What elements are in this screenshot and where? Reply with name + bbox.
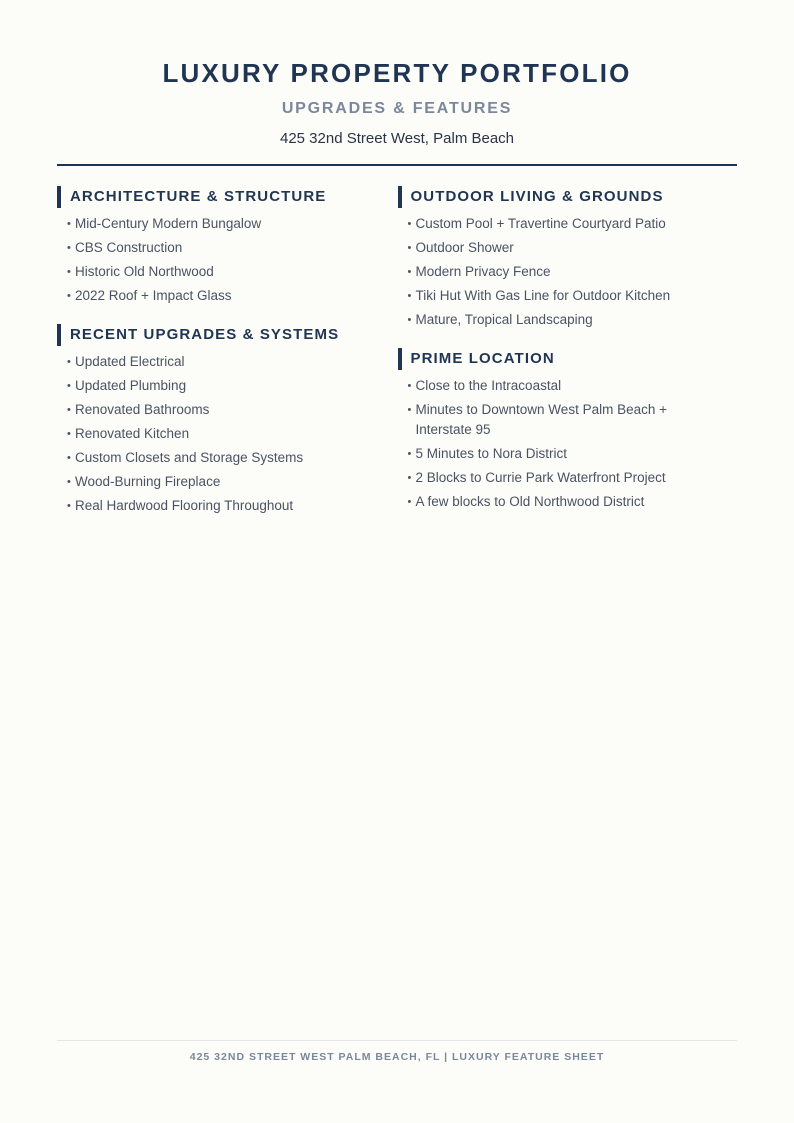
list-item-text: Updated Electrical bbox=[75, 354, 185, 369]
page-title: LUXURY PROPERTY PORTFOLIO bbox=[162, 58, 632, 88]
list-item bbox=[408, 286, 738, 306]
list-item-text: Historic Old Northwood bbox=[75, 264, 214, 279]
feature-sheet-page bbox=[57, 0, 737, 1123]
header-divider bbox=[57, 164, 737, 166]
list-item bbox=[408, 238, 738, 258]
bullet-icon: • bbox=[407, 290, 412, 302]
bullet-icon: • bbox=[407, 404, 412, 416]
bullet-icon: • bbox=[407, 448, 412, 460]
bullet-icon: • bbox=[407, 380, 412, 392]
section-title-architecture: ARCHITECTURE & STRUCTURE bbox=[57, 186, 397, 208]
bullet-icon: • bbox=[67, 242, 71, 254]
section-title-outdoor: OUTDOOR LIVING & GROUNDS bbox=[398, 186, 738, 208]
list-item bbox=[408, 492, 738, 512]
list-item bbox=[67, 496, 397, 516]
bullet-icon: • bbox=[67, 290, 71, 302]
bullet-icon: • bbox=[407, 242, 412, 254]
bullet-icon: • bbox=[67, 356, 71, 368]
right-column bbox=[397, 186, 738, 534]
list-item bbox=[67, 472, 397, 492]
list-item-text: Wood-Burning Fireplace bbox=[75, 474, 221, 489]
list-item-text: Mature, Tropical Landscaping bbox=[415, 312, 593, 327]
list-item bbox=[408, 468, 738, 488]
list-item bbox=[67, 262, 397, 282]
bullet-icon: • bbox=[67, 476, 71, 488]
upgrades-list bbox=[57, 352, 397, 516]
list-item-text: Updated Plumbing bbox=[75, 378, 187, 393]
architecture-list bbox=[57, 214, 397, 306]
list-item-text: Close to the Intracoastal bbox=[415, 378, 562, 393]
bullet-icon: • bbox=[67, 404, 71, 416]
list-item-text: Minutes to Downtown West Palm Beach + Interstate 95 bbox=[415, 402, 667, 437]
list-item bbox=[67, 400, 397, 420]
section-location bbox=[398, 348, 738, 512]
list-item bbox=[408, 262, 738, 282]
bullet-icon: • bbox=[407, 472, 412, 484]
section-upgrades bbox=[57, 324, 397, 516]
list-item-text: Renovated Bathrooms bbox=[75, 402, 210, 417]
header bbox=[57, 0, 737, 149]
outdoor-list bbox=[398, 214, 738, 330]
list-item-text: Custom Closets and Storage Systems bbox=[75, 450, 304, 465]
list-item bbox=[408, 376, 738, 396]
bullet-icon: • bbox=[67, 428, 71, 440]
section-title-location: PRIME LOCATION bbox=[398, 348, 738, 370]
list-item-text: 2 Blocks to Currie Park Waterfront Project bbox=[415, 470, 666, 485]
section-outdoor bbox=[398, 186, 738, 330]
list-item-text: 5 Minutes to Nora District bbox=[415, 446, 568, 461]
list-item-text: Modern Privacy Fence bbox=[415, 264, 551, 279]
list-item bbox=[67, 286, 397, 306]
list-item bbox=[408, 310, 738, 330]
feature-columns bbox=[57, 186, 737, 534]
list-item-text: Outdoor Shower bbox=[415, 240, 514, 255]
bullet-icon: • bbox=[67, 500, 71, 512]
left-column bbox=[57, 186, 397, 534]
bullet-icon: • bbox=[407, 266, 412, 278]
property-address: 425 32nd Street West, Palm Beach bbox=[279, 130, 515, 147]
list-item-text: CBS Construction bbox=[75, 240, 183, 255]
section-title-upgrades: RECENT UPGRADES & SYSTEMS bbox=[57, 324, 397, 346]
list-item-text: A few blocks to Old Northwood District bbox=[415, 494, 645, 509]
bullet-icon: • bbox=[67, 380, 71, 392]
list-item-text: Custom Pool + Travertine Courtyard Patio bbox=[415, 216, 666, 231]
bullet-icon: • bbox=[407, 496, 412, 508]
bullet-icon: • bbox=[67, 452, 71, 464]
list-item bbox=[408, 444, 738, 464]
list-item-text: 2022 Roof + Impact Glass bbox=[75, 288, 232, 303]
page-subtitle: UPGRADES & FEATURES bbox=[281, 100, 513, 117]
bullet-icon: • bbox=[407, 218, 412, 230]
list-item bbox=[408, 400, 738, 440]
location-list bbox=[398, 376, 738, 512]
list-item bbox=[67, 352, 397, 372]
list-item bbox=[67, 214, 397, 234]
section-architecture bbox=[57, 186, 397, 306]
list-item-text: Real Hardwood Flooring Throughout bbox=[75, 498, 294, 513]
list-item bbox=[67, 376, 397, 396]
bullet-icon: • bbox=[67, 266, 71, 278]
bullet-icon: • bbox=[67, 218, 71, 230]
footer-divider bbox=[57, 1040, 737, 1041]
list-item-text: Renovated Kitchen bbox=[75, 426, 190, 441]
bullet-icon: • bbox=[407, 314, 412, 326]
list-item-text: Tiki Hut With Gas Line for Outdoor Kitchen bbox=[415, 288, 671, 303]
footer-text: 425 32ND STREET WEST PALM BEACH, FL | LUXURY FEATURE SHEET bbox=[189, 1051, 605, 1063]
list-item bbox=[408, 214, 738, 234]
list-item bbox=[67, 238, 397, 258]
list-item bbox=[67, 448, 397, 468]
list-item-text: Mid-Century Modern Bungalow bbox=[75, 216, 262, 231]
list-item bbox=[67, 424, 397, 444]
